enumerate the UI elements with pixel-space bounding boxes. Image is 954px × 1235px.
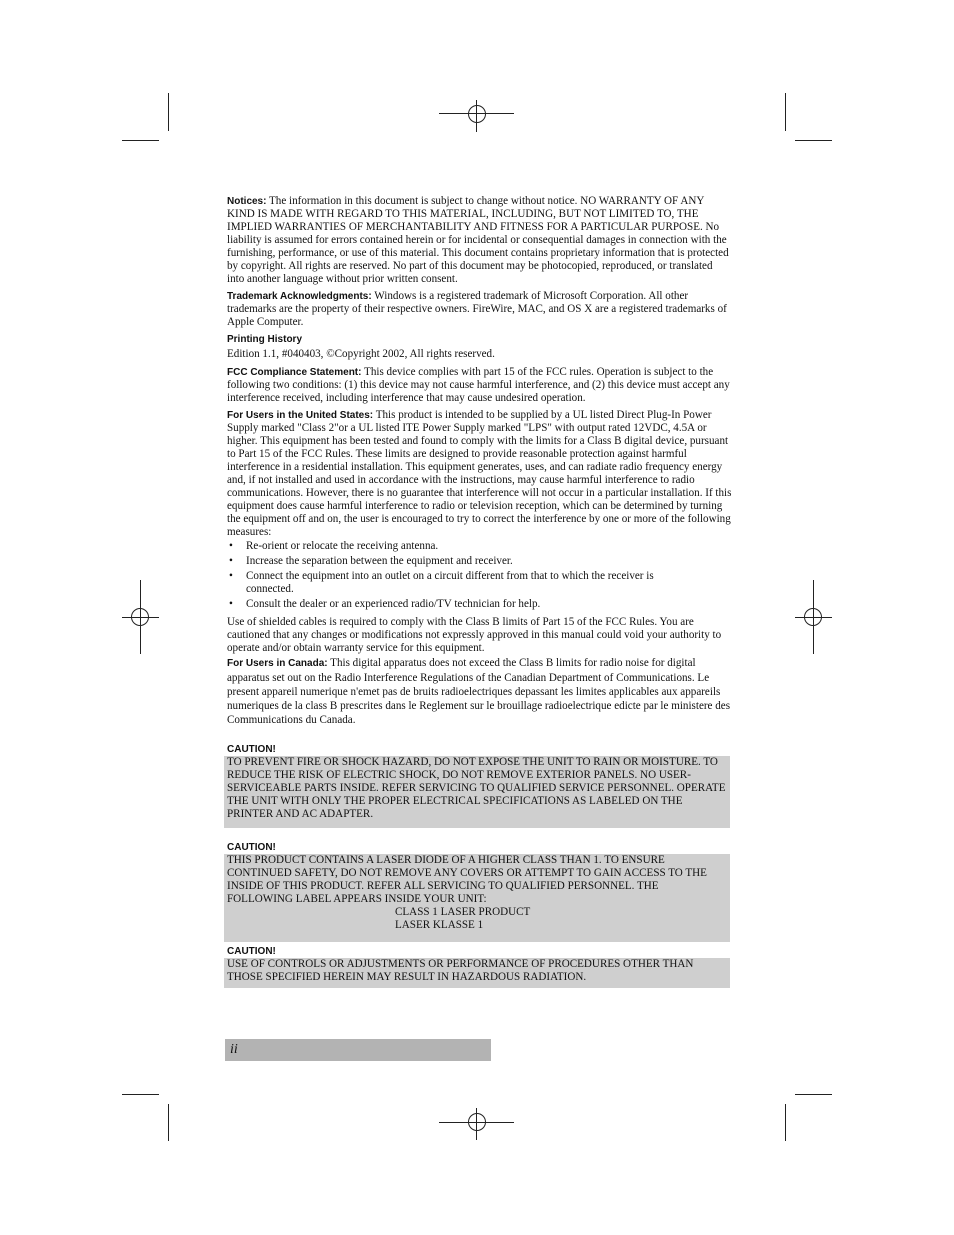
crop-mark [122, 140, 159, 141]
list-item: • Consult the dealer or an experienced radio/TV technician for help. [227, 598, 732, 611]
page-number: ii [230, 1042, 238, 1057]
registration-mark [131, 608, 149, 626]
printing-history-text: Edition 1.1, #040403, ©Copyright 2002, All rights reserved. [227, 348, 495, 360]
caution-title: CAUTION! [227, 946, 276, 957]
caution-box [224, 854, 730, 942]
notices-heading: Notices: [227, 196, 267, 207]
crop-mark [785, 93, 786, 131]
notices-paragraph [227, 195, 732, 286]
fcc-paragraph [227, 366, 732, 405]
us-users-heading: For Users in the United States: [227, 410, 374, 421]
laser-label-line: LASER KLASSE 1 [395, 919, 484, 931]
list-item: • Re-orient or relocate the receiving antenna. [227, 540, 732, 553]
crop-mark [785, 1104, 786, 1141]
page-number-bar [225, 1039, 491, 1061]
caution-block [227, 841, 732, 942]
caution-box: TO PREVENT FIRE OR SHOCK HAZARD, DO NOT EXPOSE THE UNIT TO RAIN OR MOISTURE. TO REDUCE THE RISK OF ELECTRIC SHOCK, DO NOT REMOVE EXTERIOR PANELS. NO USER-SERVICEABLE PARTS INSIDE. REFER SERVICING TO QUALIFIED SERVICE PERSONNEL. OPERATE THE UNIT WITH ONLY THE PROPER ELECTRICAL SPECIFICATIONS AS LABELED ON THE PRINTER AND AC ADAPTER. [224, 756, 730, 828]
trademark-paragraph [227, 290, 732, 329]
list-item: • Connect the equipment into an outlet on a circuit different from that to which the receiver is connected. [227, 570, 686, 596]
caution-title: CAUTION! [227, 744, 276, 755]
laser-label-line: CLASS 1 LASER PRODUCT [395, 906, 531, 918]
crop-mark [795, 140, 832, 141]
crop-mark [795, 1094, 832, 1095]
registration-mark [468, 1113, 486, 1131]
notices-text: The information in this document is subject to change without notice. NO WARRANTY OF ANY KIND IS MADE WITH REGARD TO THIS MATERIAL, INCLUDING, BUT NOT LIMITED TO, THE IMPLIED WARRANTIES OF MERCHANTABILITY AND FITNESS FOR A PARTICULAR PURPOSE. No liability is assumed for errors contained herein or for incidental or consequential damages in connection with the furnishing, performance, or use of this material. This document contains proprietary information that is protected by copyright. All rights are reserved. No part of this document may be photocopied, reproduced, or translated into another language without prior written consent. [227, 195, 729, 285]
crop-mark [168, 1104, 169, 1141]
printing-history-heading: Printing History [227, 334, 303, 345]
trademark-heading: Trademark Acknowledgments: [227, 291, 372, 302]
caution-title: CAUTION! [227, 842, 276, 853]
shielded-cables-text: Use of shielded cables is required to comply with the Class B limits of Part 15 of the FCC Rules. You are cautioned that any changes or modifications not expressly approved in this manual could void your authority to operate and/or obtain warranty service for this equipment. [227, 616, 722, 654]
canada-heading: For Users in Canada: [227, 658, 328, 669]
caution-block [227, 743, 732, 828]
caution-block [227, 945, 732, 988]
document-body [227, 195, 732, 988]
caution-box: USE OF CONTROLS OR ADJUSTMENTS OR PERFORMANCE OF PROCEDURES OTHER THAN THOSE SPECIFIED HEREIN MAY RESULT IN HAZARDOUS RADIATION. [224, 958, 730, 988]
caution-text: THIS PRODUCT CONTAINS A LASER DIODE OF A HIGHER CLASS THAN 1. TO ENSURE CONTINUED SAFETY, DO NOT REMOVE ANY COVERS OR ATTEMPT TO GAIN ACCESS TO THE INSIDE OF THIS PRODUCT. REFER ALL SERVICING TO QUALIFIED PERSONNEL. THE FOLLOWING LABEL APPEARS INSIDE YOUR UNIT: [227, 854, 707, 905]
crop-mark [122, 1094, 159, 1095]
us-users-paragraph [227, 409, 732, 539]
measures-list [227, 540, 732, 611]
fcc-text: This device complies with part 15 of the FCC rules. Operation is subject to the following two conditions: (1) this device may not cause harmful interference, and (2) this device must accept any interference received, including interference that may cause undesired operation. [227, 366, 730, 404]
canada-text: This digital apparatus does not exceed the Class B limits for radio noise for digital apparatus set out on the Radio Interference Regulations of the Canadian Department of Communications. Le present appareil numerique n'emet pas de bruits radioelectriques depassant les limites applicables aux appareils numeriques de la class B prescrites dans le Reglement sur le brouillage radioelectrique edicte par le ministere des Communications du Canada. [227, 657, 731, 726]
registration-mark [804, 608, 822, 626]
list-item: • Increase the separation between the equipment and receiver. [227, 555, 732, 568]
crop-mark [168, 93, 169, 131]
fcc-heading: FCC Compliance Statement: [227, 367, 362, 378]
trademark-text: Windows is a registered trademark of Microsoft Corporation. All other trademarks are the property of their respective owners. FireWire, MAC, and OS X are a registered trademarks of Apple Computer. [227, 290, 727, 328]
us-users-text: This product is intended to be supplied by a UL listed Direct Plug-In Power Supply marked "Class 2"or a UL listed ITE Power Supply marked "LPS" with output rated 12VDC, 4.5A or higher. This equipment has been tested and found to comply with the limits for a Class B digital device, pursuant to Part 15 of the FCC Rules. These limits are designed to provide reasonable protection against harmful interference in a residential installation. This equipment generates, uses, and can radiate radio frequency energy and, if not installed and used in accordance with the instructions, may cause harmful interference to radio communications. However, there is no guarantee that interference will not occur in a particular installation. If this equipment does cause harmful interference to radio or television reception, which can be determined by turning the equipment off and on, the user is encouraged to try to correct the interference by one or more of the following measures: [227, 409, 732, 538]
canada-paragraph [227, 656, 732, 727]
registration-mark [468, 105, 486, 123]
